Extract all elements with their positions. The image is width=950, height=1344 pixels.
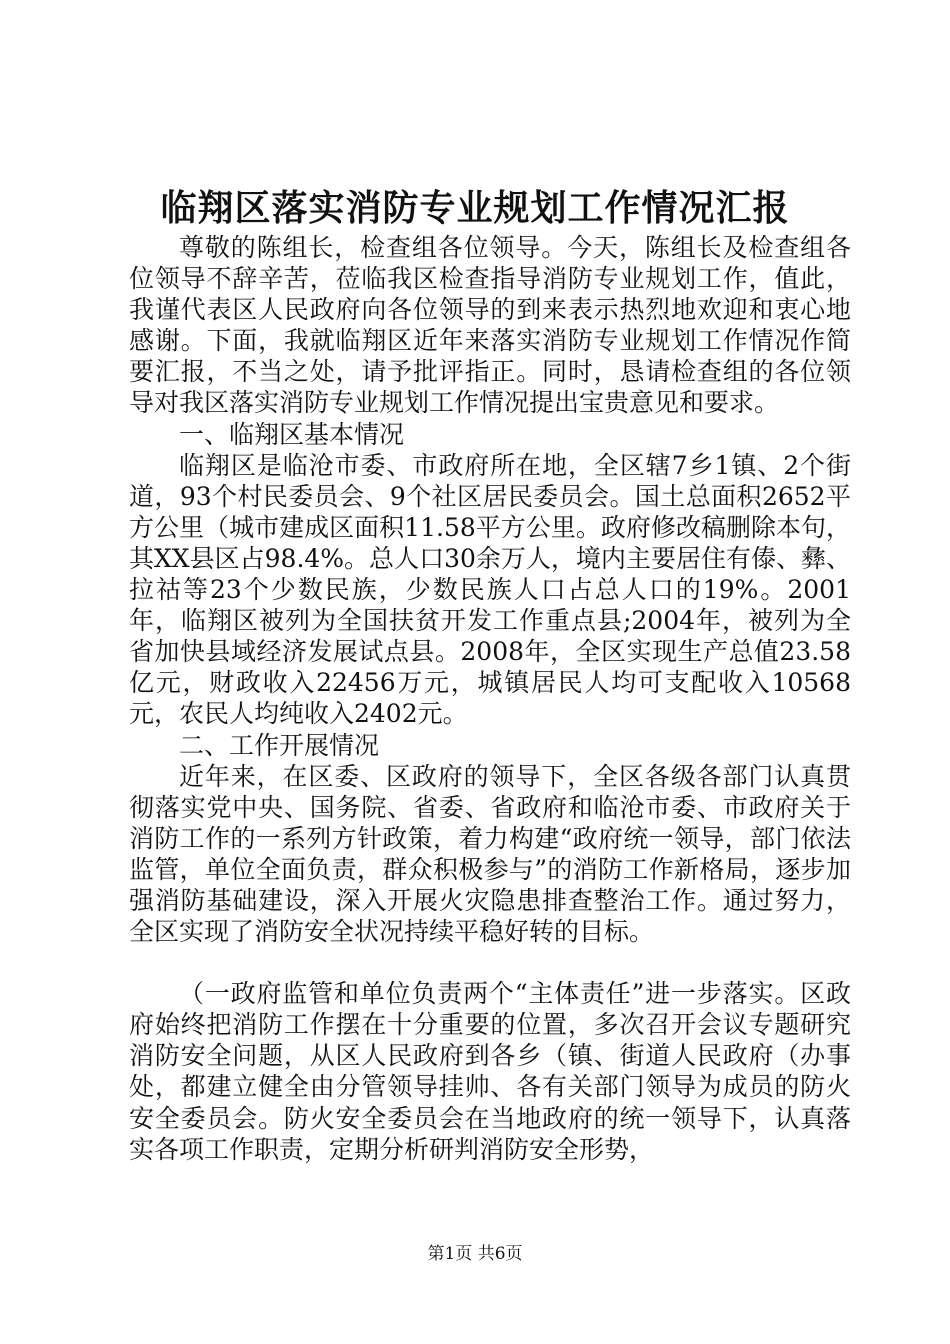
paragraph-basic-info: 临翔区是临沧市委、市政府所在地，全区辖7乡1镇、2个街道，93个村民委员会、9个社区居民委员会。国土总面积2652平方公里（城市建成区面积11.58平方公里。政府修改稿删除本句，其XX县区占98.4%。总人口30余万人，境内主要居住有傣、彝、拉祜等23个少数民族，少数民族人口占总人口的19%。2001年，临翔区被列为全国扶贫开发工作重点县;2004年，被列为全省加快县域经济发展试点县。2008年，全区实现生产总值23.58亿元，财政收入22456万元，城镇居民人均可支配收入10568元，农民人均纯收入2402元。 (129, 450, 851, 729)
page-footer (0, 1242, 950, 1266)
document-title: 临翔区落实消防专业规划工作情况汇报 (160, 187, 790, 229)
paragraph-work-progress: 近年来，在区委、区政府的领导下，全区各级各部门认真贯彻落实党中央、国务院、省委、省政府和临沧市委、市政府关于消防工作的一系列方针政策，着力构建“政府统一领导，部门依法监管，单位全面负责，群众积极参与”的消防工作新格局，逐步加强消防基础建设，深入开展火灾隐患排查整治工作。通过努力，全区实现了消防安全状况持续平稳好转的目标。 (129, 761, 851, 947)
section-heading-work-progress: 二、工作开展情况 (179, 730, 380, 760)
page-number: 第1页 (427, 1244, 473, 1264)
page-total: 共6页 (477, 1244, 523, 1264)
paragraph-responsibility: （一政府监管和单位负责两个“主体责任”进一步落实。区政府始终把消防工作摆在十分重要的位置，多次召开会议专题研究消防安全问题，从区人民政府到各乡（镇、街道人民政府（办事处，都建立健全由分管领导挂帅、各有关部门领导为成员的防火安全委员会。防火安全委员会在当地政府的统一领导下，认真落实各项工作职责，定期分析研判消防安全形势， (129, 979, 851, 1164)
paragraph-greeting: 尊敬的陈组长，检查组各位领导。今天，陈组长及检查组各位领导不辞辛苦，莅临我区检查指导消防专业规划工作，值此，我谨代表区人民政府向各位领导的到来表示热烈地欢迎和衷心地感谢。下面，我就临翔区近年来落实消防专业规划工作情况作简要汇报，不当之处，请予批评指正。同时，恳请检查组的各位领导对我区落实消防专业规划工作情况提出宝贵意见和要求。 (129, 233, 851, 418)
section-heading-basic-info: 一、临翔区基本情况 (179, 419, 405, 449)
document-body (129, 232, 851, 1165)
